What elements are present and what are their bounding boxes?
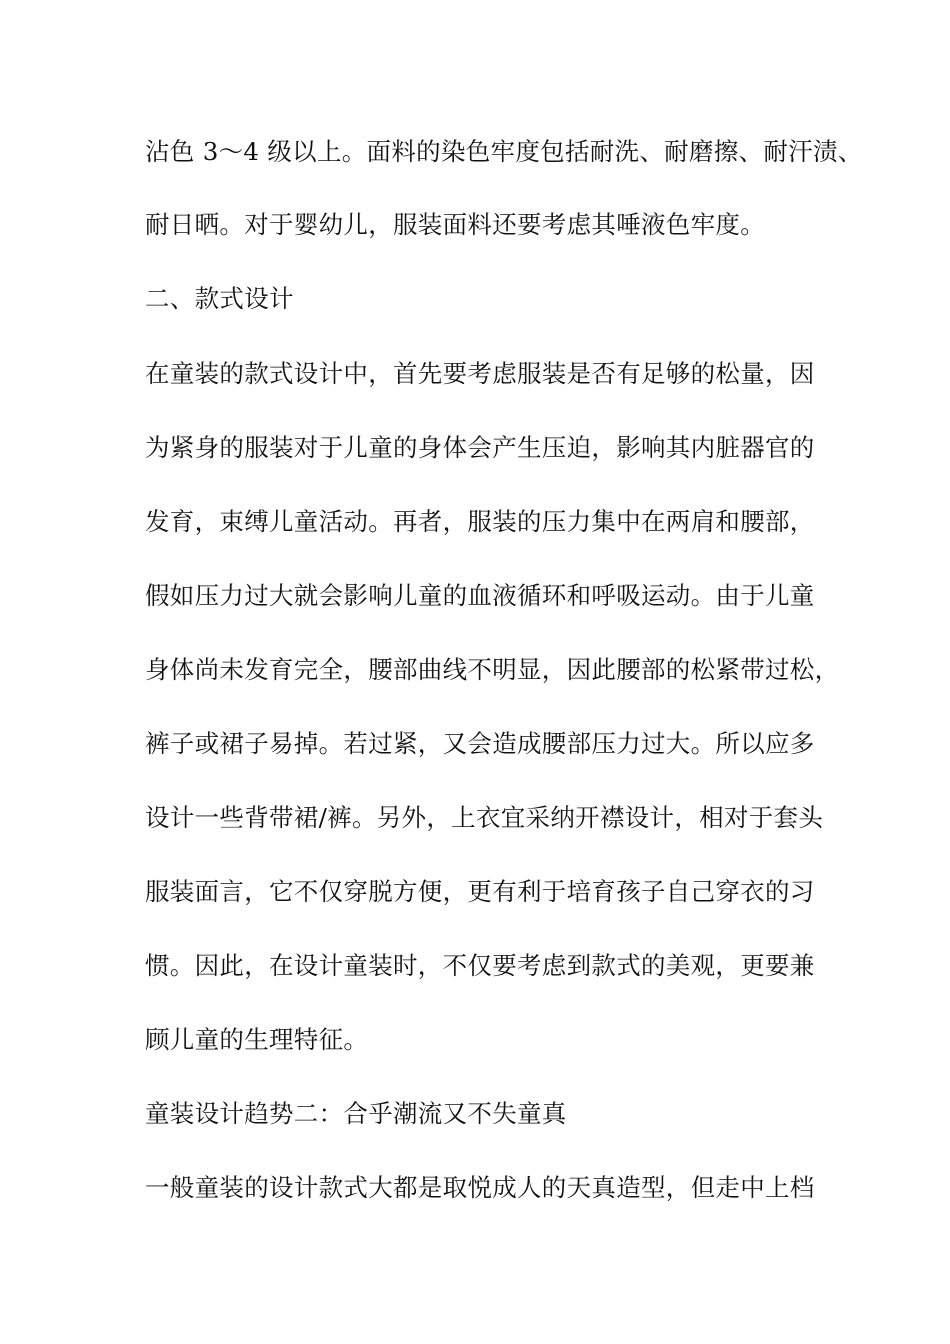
paragraph-line: 裤子或裙子易掉。若过紧，又会造成腰部压力过大。所以应多 bbox=[145, 729, 815, 758]
section-heading: 童装设计趋势二：合乎潮流又不失童真 bbox=[145, 1099, 567, 1128]
paragraph-line: 假如压力过大就会影响儿童的血液循环和呼吸运动。由于儿童 bbox=[145, 581, 815, 610]
paragraph-line: 为紧身的服装对于儿童的身体会产生压迫，影响其内脏器官的 bbox=[145, 433, 815, 462]
paragraph-line: 惯。因此，在设计童装时，不仅要考虑到款式的美观，更要兼 bbox=[145, 951, 815, 980]
paragraph-line: 身体尚未发育完全，腰部曲线不明显，因此腰部的松紧带过松， bbox=[145, 655, 840, 684]
paragraph-line: 发育，束缚儿童活动。再者，服装的压力集中在两肩和腰部， bbox=[145, 507, 815, 536]
paragraph-line: 耐日晒。对于婴幼儿，服装面料还要考虑其唾液色牢度。 bbox=[145, 210, 765, 239]
paragraph-line: 顾儿童的生理特征。 bbox=[145, 1025, 369, 1054]
section-heading: 二、款式设计 bbox=[145, 284, 294, 313]
paragraph-line: 在童装的款式设计中，首先要考虑服装是否有足够的松量，因 bbox=[145, 359, 815, 388]
paragraph-line: 沾色 3～4 级以上。面料的染色牢度包括耐洗、耐磨擦、耐汗渍、 bbox=[145, 137, 863, 166]
paragraph-line: 一般童装的设计款式大都是取悦成人的天真造型，但走中上档 bbox=[145, 1173, 815, 1202]
paragraph-line: 设计一些背带裙/裤。另外，上衣宜采纳开襟设计，相对于套头 bbox=[145, 803, 824, 832]
paragraph-line: 服装面言，它不仅穿脱方便，更有利于培育孩子自己穿衣的习 bbox=[145, 877, 815, 906]
